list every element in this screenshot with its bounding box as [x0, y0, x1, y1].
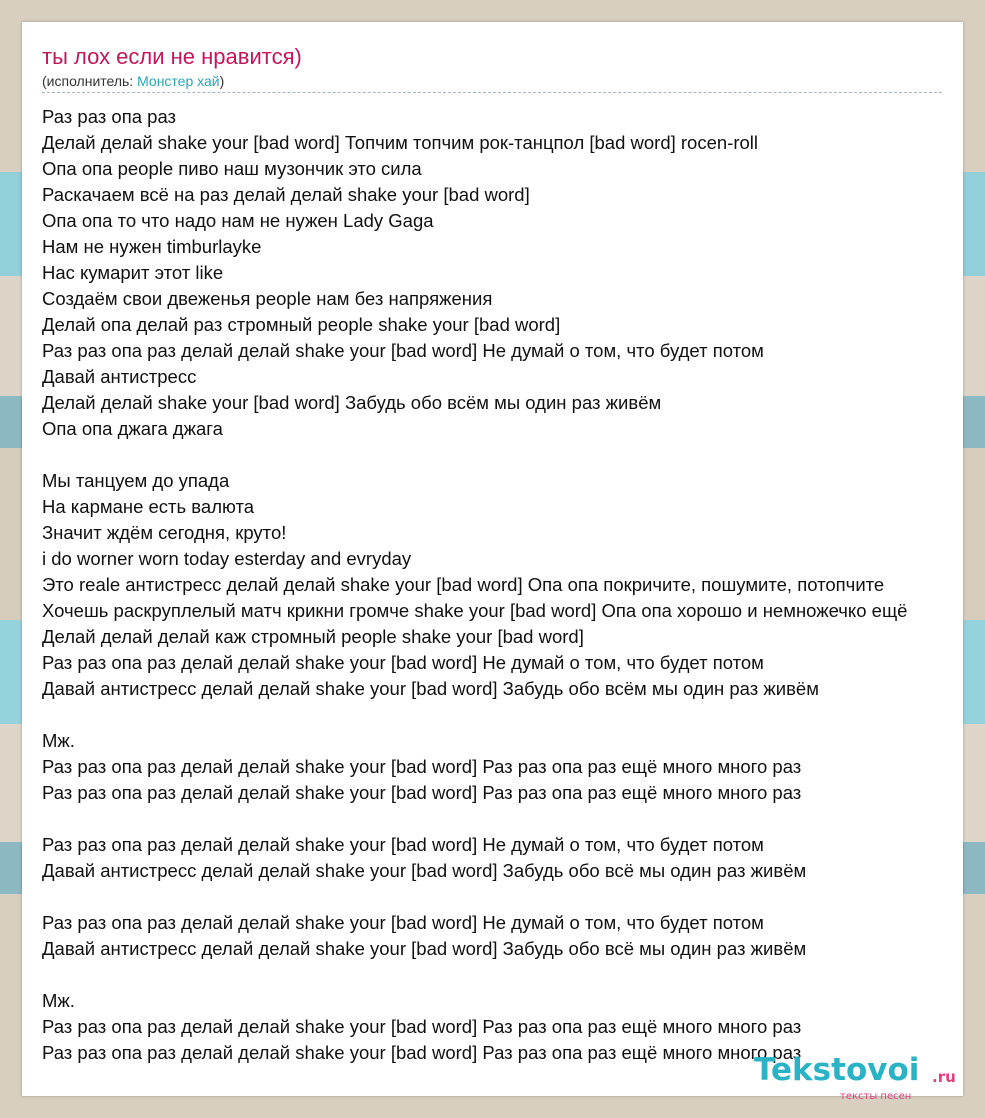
lyric-line: Раз раз опа раз делай делай shake your [bad word] Раз раз опа раз ещё много много раз — [42, 1016, 802, 1037]
lyric-line: Давай антистресс делай делай shake your [bad word] Забудь обо всём мы один раз живём — [42, 678, 819, 699]
lyric-line: Раз раз опа раз делай делай shake your [bad word] Не думай о том, что будет потом — [42, 912, 764, 933]
lyrics-text — [42, 104, 963, 1066]
lyric-line — [42, 442, 963, 468]
lyric-line: Опа опа то что надо нам не нужен Lady Gaga — [42, 210, 434, 231]
lyric-line: Делай делай shake your [bad word] Забудь обо всём мы один раз живём — [42, 392, 662, 413]
lyric-line: Раскачаем всё на раз делай делай shake your [bad word] — [42, 184, 530, 205]
artist-prefix: (исполнитель: — [42, 73, 138, 89]
lyric-line: Это reale антистресс делай делай shake your [bad word] Опа опа покричите, пошумите, потопчите — [42, 574, 885, 595]
lyric-line — [42, 806, 963, 832]
lyric-line: Хочешь раскруплелый матч крикни громче shake your [bad word] Опа опа хорошо и немножечко ещё — [42, 600, 908, 621]
lyric-line: Нам не нужен timburlayke — [42, 236, 262, 257]
lyric-line: Опа опа people пиво наш музончик это сила — [42, 158, 422, 179]
lyric-line: Создаём свои двеженья people нам без напряжения — [42, 288, 493, 309]
lyric-line: Делай опа делай раз стромный people shake your [bad word] — [42, 314, 561, 335]
lyric-line: Мы танцуем до упада — [42, 470, 230, 491]
lyric-line: Делай делай shake your [bad word] Топчим топчим рок-танцпол [bad word] rocen-roll — [42, 132, 759, 153]
lyric-line: Давай антистресс делай делай shake your [bad word] Забудь обо всё мы один раз живём — [42, 860, 807, 881]
lyric-line — [42, 702, 963, 728]
lyric-line: Делай делай делай каж стромный people shake your [bad word] — [42, 626, 584, 647]
title-divider — [42, 92, 942, 93]
lyric-line: Значит ждём сегодня, круто! — [42, 522, 287, 543]
logo-wordmark: Tekstovoi — [754, 1052, 920, 1088]
lyric-line — [42, 884, 963, 910]
artist-suffix: ) — [219, 73, 225, 89]
lyric-line: На кармане есть валюта — [42, 496, 255, 517]
lyric-line: Давай антистресс — [42, 366, 197, 387]
logo-tld: .ru — [932, 1068, 956, 1086]
lyric-line: Мж. — [42, 990, 75, 1011]
lyric-line: Раз раз опа раз делай делай shake your [bad word] Раз раз опа раз ещё много много раз — [42, 1042, 802, 1063]
lyric-line: Раз раз опа раз делай делай shake your [bad word] Не думай о том, что будет потом — [42, 834, 764, 855]
lyrics-card — [22, 22, 963, 1096]
artist-link[interactable]: Монстер хай — [137, 73, 220, 89]
logo-tagline: тексты песен — [840, 1091, 912, 1102]
lyric-line: Нас кумарит этот like — [42, 262, 224, 283]
song-title: ты лох если не нравится) — [42, 44, 302, 69]
lyric-line: Раз раз опа раз делай делай shake your [bad word] Раз раз опа раз ещё много много раз — [42, 782, 802, 803]
lyric-line: Мж. — [42, 730, 75, 751]
lyric-line: Раз раз опа раз делай делай shake your [bad word] Не думай о том, что будет потом — [42, 652, 764, 673]
lyric-line — [42, 962, 963, 988]
lyric-line: Раз раз опа раз делай делай shake your [bad word] Раз раз опа раз ещё много много раз — [42, 756, 802, 777]
lyric-line: Опа опа джага джага — [42, 418, 223, 439]
artist-line — [42, 73, 224, 89]
lyric-line: Раз раз опа раз делай делай shake your [bad word] Не думай о том, что будет потом — [42, 340, 764, 361]
site-logo[interactable] — [754, 1052, 964, 1112]
lyric-line: i do worner worn today esterday and evryday — [42, 548, 412, 569]
lyric-line: Давай антистресс делай делай shake your [bad word] Забудь обо всё мы один раз живём — [42, 938, 807, 959]
lyric-line: Раз раз опа раз — [42, 106, 177, 127]
